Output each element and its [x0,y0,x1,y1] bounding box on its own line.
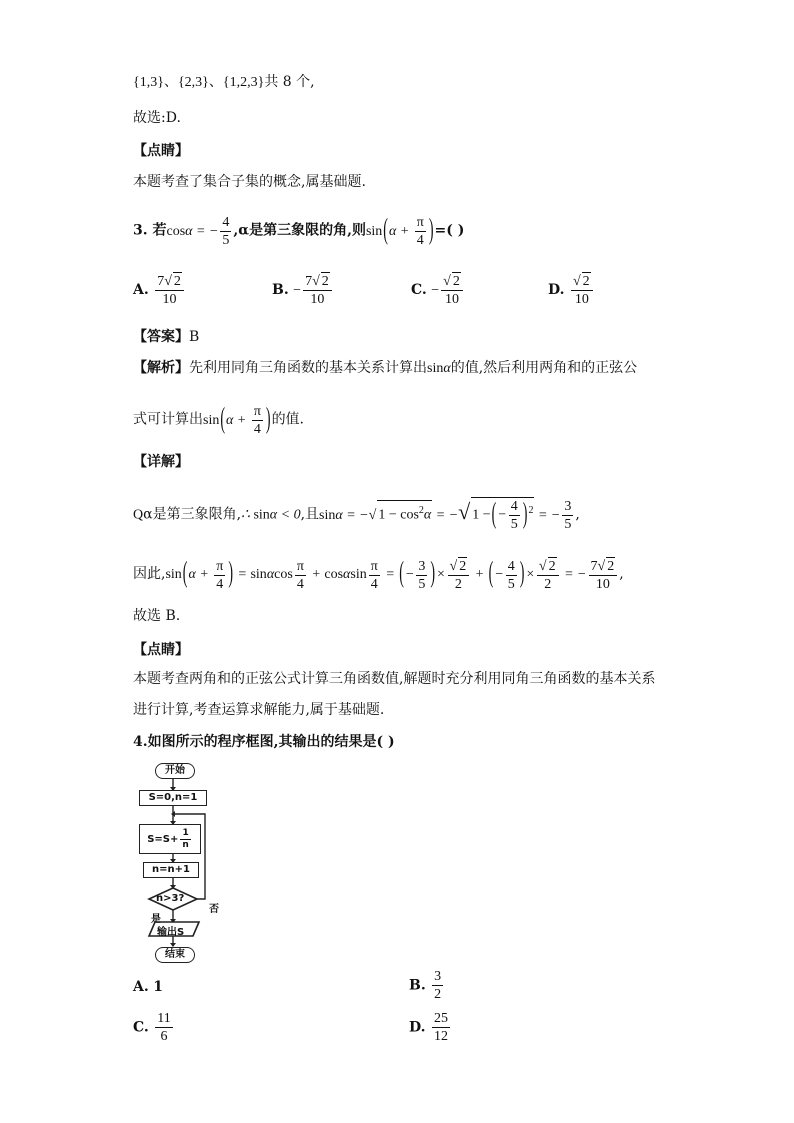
q3-analysis-line1: 【解析】先利用同角三角函数的基本关系计算出sinα的值,然后利用两角和的正弦公 [133,360,638,376]
q3-final: 故选 B. [133,608,181,624]
flow-yes-label: 是 [151,914,161,925]
dianjing-header-2: 【点睛】 [133,642,189,658]
program-flowchart [133,760,243,965]
q3-number: 3. [133,222,148,239]
flow-init: S=0,n=1 [139,790,207,806]
q2-answer-line: 故选:D. [133,110,181,126]
q3-detail-line2: 因此,sin(α + $\frac{\pi}{4}$ ) = sinαcos $\frac{\pi}{4}$ + cosαsin $\frac{\pi}{4}$ = (− $\frac{3}{5}$ )× $\frac{√ 2}{2}$ + (− $\frac{4}{5}$ )× $\frac{√ 2}{2}$ = − $\frac{7√ 2}{10}$ , [133,558,624,592]
q3-detail-line1: Qα是第三象限角,∴ sinα < 0,且sinα = −√ $1 - \cos^2\alpha$ = −√ 1 −(− $\frac{4}{5}$ )$^2$ = − $\frac{3}{5}$ , [133,498,580,532]
q3-option-a[interactable]: A. $\frac{7√ 2}{10}$ [133,272,186,308]
flow-start: 开始 [155,763,195,779]
q4-stem: 4.如图所示的程序框图,其输出的结果是( ) [133,734,395,750]
q3-stem [133,214,464,249]
q3-condition: cosα = − $\frac{4}{5}$ [166,215,230,248]
q3-option-c[interactable]: C. − $\frac{√ 2}{10}$ [411,272,465,308]
q4-option-d-value: $\frac{25}{12}$ [433,1011,448,1044]
q3-answer-line [133,327,199,347]
q4-option-b-value: $\frac{3}{2}$ [434,969,442,1002]
q3-option-a-value: $\frac{7√ 2}{10}$ [155,272,184,308]
flow-output: 输出S [157,927,185,938]
dianjing-text-2a: 本题考查两角和的正弦公式计算三角函数值,解题时充分利用同角三角函数的基本关系 [133,671,656,687]
q3-option-b[interactable]: B. − $\frac{7√ 2}{10}$ [272,272,334,308]
flow-update-n: n=n+1 [143,862,199,878]
q3-prefix: 若 [152,222,167,239]
flow-condition: n>3? [156,893,185,904]
q3-target-expr: sin(α + $\frac{\pi}{4}$ ) [365,214,434,248]
q3-analysis-line2: 式可计算出sin(α + $\frac{\pi}{4}$ )的值. [133,403,305,437]
dianjing-header-1: 【点睛】 [133,143,189,159]
q4-option-a[interactable]: A. 1 [133,979,163,995]
flow-end: 结束 [155,947,195,963]
subset-list-line [133,72,315,93]
q3-option-b-value: $\frac{7√ 2}{10}$ [303,272,332,308]
q3-option-d[interactable]: D. $\frac{√ 2}{10}$ [548,272,595,308]
subset-list: {1,3}、{2,3}、{1,2,3} [133,75,265,90]
q3-option-d-value: $\frac{√ 2}{10}$ [571,272,593,308]
q4-option-c[interactable]: C. $\frac{11}{6}$ [133,1011,171,1044]
q3-answer-value: B [189,329,200,345]
q4-option-c-value: $\frac{11}{6}$ [157,1011,171,1044]
dianjing-text-2b: 进行计算,考查运算求解能力,属于基础题. [133,702,385,718]
q3-condition-mid: ,α是第三象限的角,则 [233,222,366,239]
subset-count: 共 8 个, [264,74,315,90]
q3-suffix: =( ) [434,222,465,239]
q3-detail-header: 【详解】 [133,454,189,470]
q4-option-b[interactable]: B. $\frac{3}{2}$ [409,969,442,1002]
flow-no-label: 否 [209,904,219,915]
q3-analysis-header: 【解析】 [133,360,189,376]
q3-option-c-value: $\frac{√ 2}{10}$ [441,272,463,308]
q4-option-d[interactable]: D. $\frac{25}{12}$ [409,1011,448,1044]
q3-answer-header: 【答案】 [133,329,189,345]
flow-update-s: S=S+ $\frac{1}{n}$ [139,824,201,854]
dianjing-text-1: 本题考查了集合子集的概念,属基础题. [133,174,366,190]
